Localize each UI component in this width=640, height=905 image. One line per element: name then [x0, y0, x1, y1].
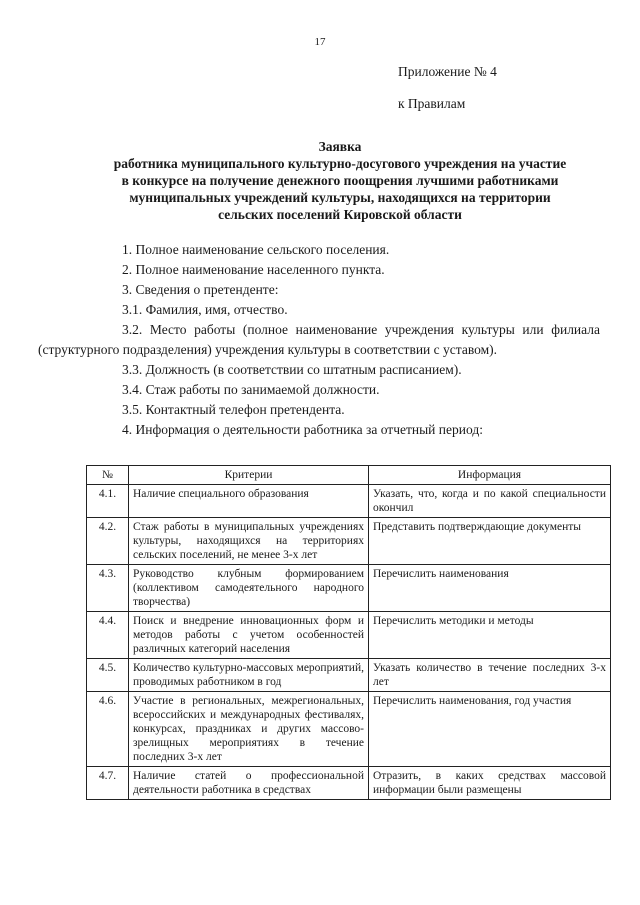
- row-info: Перечислить наименования: [369, 565, 611, 612]
- column-header-info: Информация: [369, 466, 611, 485]
- table-row: [87, 659, 611, 692]
- row-info: Указать, что, когда и по какой специальности окончил: [369, 485, 611, 518]
- row-number: 4.4.: [87, 612, 129, 659]
- appendix-label: Приложение № 4: [398, 64, 497, 79]
- table-row: [87, 612, 611, 659]
- row-number: 4.2.: [87, 518, 129, 565]
- row-number: 4.5.: [87, 659, 129, 692]
- list-item: 3.3. Должность (в соответствии со штатным расписанием).: [122, 362, 462, 377]
- column-header-criteria: Критерии: [129, 466, 369, 485]
- criteria-table: [86, 465, 611, 800]
- row-criteria: Количество культурно-массовых мероприятий, проводимых работником в год: [129, 659, 369, 692]
- table-row: [87, 518, 611, 565]
- title-line: Заявка: [318, 139, 362, 154]
- page-number: 17: [314, 36, 326, 48]
- row-info: Представить подтверждающие документы: [369, 518, 611, 565]
- row-info: Перечислить наименования, год участия: [369, 692, 611, 767]
- row-number: 4.6.: [87, 692, 129, 767]
- list-item: 3.4. Стаж работы по занимаемой должности.: [122, 382, 380, 397]
- row-criteria: Участие в региональных, межрегиональных, всероссийских и международных фестивалях, конкурсах, праздниках и других массово-зрелищных мероприятиях в течение последних 3-х лет: [129, 692, 369, 767]
- list-item: 2. Полное наименование населенного пункта.: [122, 262, 385, 277]
- list-item: 3.1. Фамилия, имя, отчество.: [122, 302, 288, 317]
- table-row: [87, 485, 611, 518]
- row-criteria: Наличие специального образования: [129, 485, 369, 518]
- document-title: [60, 138, 620, 223]
- title-line: муниципальных учреждений культуры, находящихся на территории: [129, 190, 551, 205]
- row-criteria: Стаж работы в муниципальных учреждениях культуры, находящихся на территориях сельских поселений, не менее 3-х лет: [129, 518, 369, 565]
- list-item: 1. Полное наименование сельского поселения.: [122, 242, 390, 257]
- row-number: 4.7.: [87, 767, 129, 800]
- row-info: Перечислить методики и методы: [369, 612, 611, 659]
- column-header-number: №: [87, 466, 129, 485]
- table-header-row: [87, 466, 611, 485]
- title-line: работника муниципального культурно-досугового учреждения на участие: [113, 156, 567, 171]
- row-criteria: Наличие статей о профессиональной деятельности работника в средствах: [129, 767, 369, 800]
- title-line: сельских поселений Кировской области: [218, 207, 462, 222]
- list-item: 3.2. Место работы (полное наименование учреждения культуры или филиала (структурного подразделения) учреждения культуры в соответствии с уставом).: [38, 322, 600, 357]
- row-criteria: Поиск и внедрение инновационных форм и методов работы с учетом особенностей различных категорий населения: [129, 612, 369, 659]
- table-row: [87, 565, 611, 612]
- table-row: [87, 692, 611, 767]
- row-info: Указать количество в течение последних 3-х лет: [369, 659, 611, 692]
- table-row: [87, 767, 611, 800]
- list-item: 3.5. Контактный телефон претендента.: [122, 402, 345, 417]
- list-item: 3. Сведения о претенденте:: [122, 282, 279, 297]
- row-number: 4.3.: [87, 565, 129, 612]
- title-line: в конкурсе на получение денежного поощрения лучшими работниками: [121, 173, 559, 188]
- application-items: [38, 240, 600, 440]
- row-info: Отразить, в каких средствах массовой информации были размещены: [369, 767, 611, 800]
- row-criteria: Руководство клубным формированием (коллективом самодеятельного народного творчества): [129, 565, 369, 612]
- list-item: 4. Информация о деятельности работника за отчетный период:: [122, 422, 483, 437]
- appendix-rules-label: к Правилам: [398, 96, 466, 111]
- row-number: 4.1.: [87, 485, 129, 518]
